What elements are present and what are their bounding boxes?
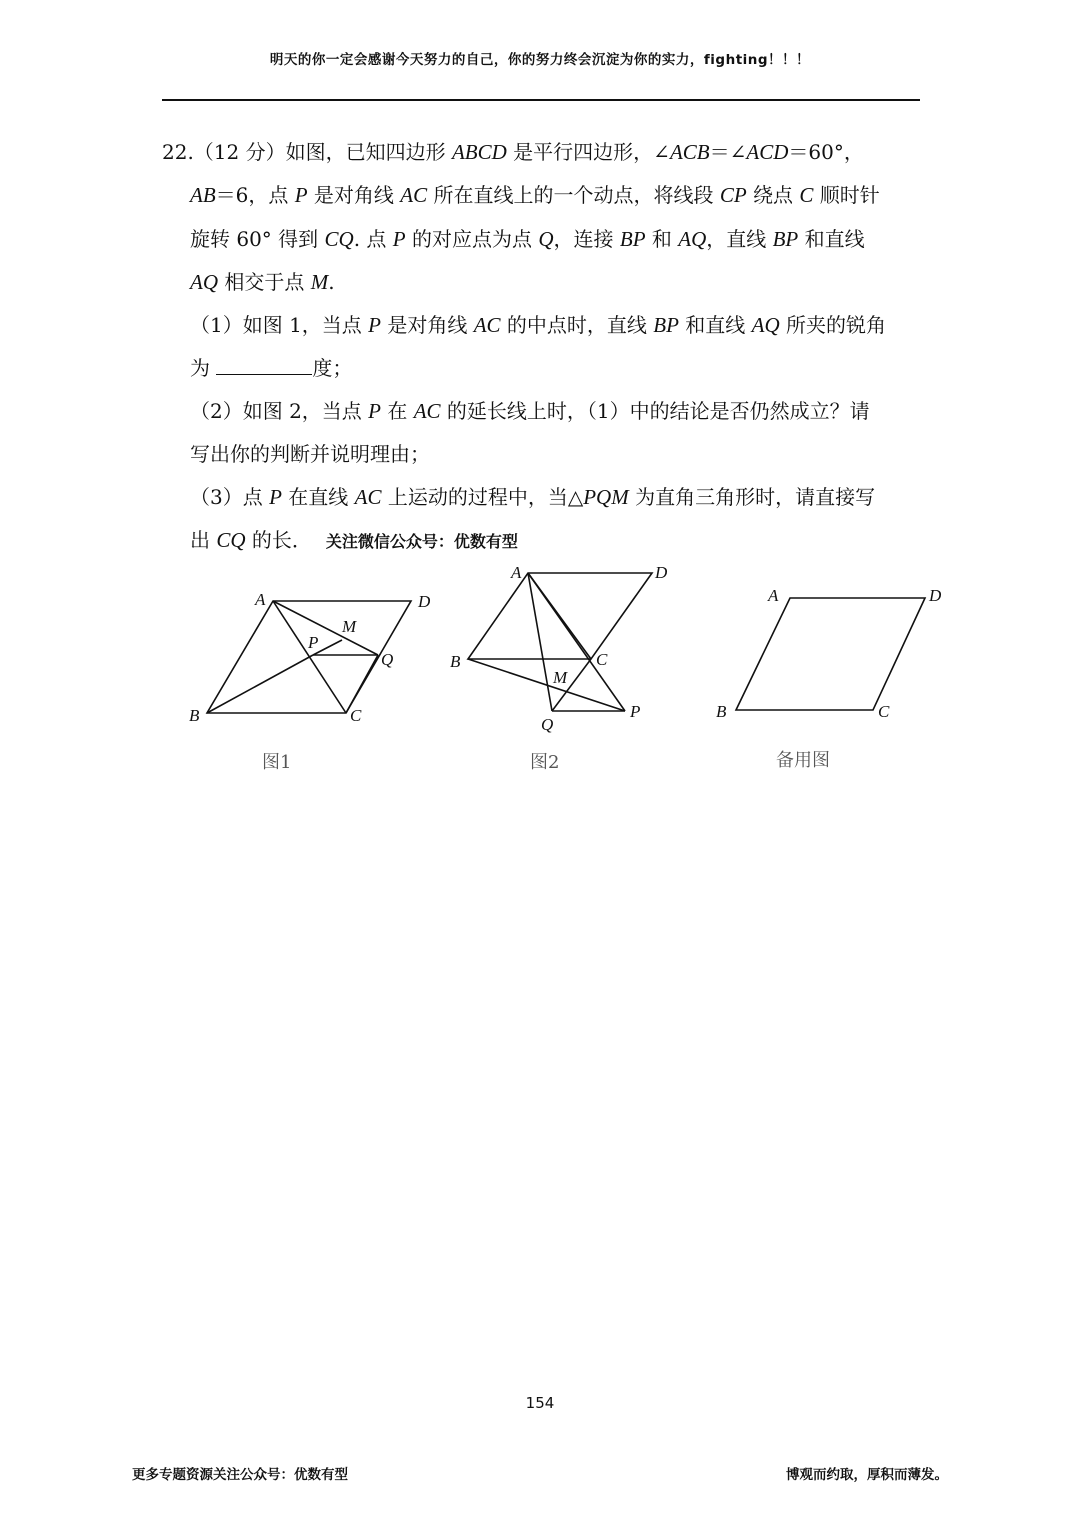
text: 的中点时，直线 bbox=[500, 313, 654, 337]
text: 在直线 bbox=[281, 485, 355, 509]
text: （1）如图 1，当点 bbox=[190, 313, 369, 337]
text: 是对角线 bbox=[381, 313, 474, 337]
fig2-label-a: A bbox=[511, 563, 522, 582]
math: P bbox=[392, 227, 406, 251]
math: AQ bbox=[751, 313, 780, 337]
fig2-caption: 图2 bbox=[530, 752, 560, 773]
math: AQ bbox=[678, 227, 707, 251]
question-3 bbox=[190, 481, 875, 510]
math: CQ bbox=[216, 528, 246, 552]
text: 度； bbox=[312, 356, 353, 380]
math: M bbox=[310, 270, 329, 294]
page-number: 154 bbox=[525, 1394, 555, 1412]
problem-line-1 bbox=[162, 136, 864, 165]
question-2-cont bbox=[190, 438, 430, 467]
header-divider bbox=[162, 99, 920, 101]
text: 的延长线上时，（1）中的结论是否仍然成立？请 bbox=[440, 399, 870, 423]
text: 的对应点为点 bbox=[405, 227, 539, 251]
question-3-cont bbox=[190, 524, 518, 553]
math: P bbox=[294, 183, 308, 207]
math: CQ bbox=[324, 227, 354, 251]
math: AC bbox=[400, 183, 428, 207]
text: 所夹的锐角 bbox=[779, 313, 887, 337]
fig2-label-d: D bbox=[655, 563, 668, 582]
fig3-parallelogram bbox=[736, 598, 925, 710]
math: AC bbox=[413, 399, 441, 423]
text: 的长． bbox=[245, 528, 312, 552]
fig1-label-c: C bbox=[350, 706, 362, 725]
math: Q bbox=[538, 227, 554, 251]
fig1-label-b: B bbox=[189, 706, 200, 725]
math: PQM bbox=[583, 485, 629, 509]
math: ACB bbox=[669, 140, 710, 164]
math: CP bbox=[719, 183, 747, 207]
fig1-label-a: A bbox=[255, 590, 266, 609]
math: BP bbox=[619, 227, 646, 251]
footer-right: 博观而约取，厚积而薄发。 bbox=[786, 1467, 948, 1483]
text: 和直线 bbox=[678, 313, 752, 337]
figures bbox=[0, 555, 1080, 795]
text: 和直线 bbox=[798, 227, 865, 251]
math: ACD bbox=[746, 140, 789, 164]
math: AQ bbox=[190, 270, 218, 294]
text: 写出你的判断并说明理由； bbox=[190, 442, 430, 466]
text: ＝60°， bbox=[788, 140, 864, 164]
fig1-label-q: Q bbox=[381, 650, 394, 669]
problem-line-4 bbox=[190, 266, 335, 295]
text: 为直角三角形时，请直接写 bbox=[628, 485, 876, 509]
figure-3-lines bbox=[736, 598, 925, 710]
math: P bbox=[368, 399, 381, 423]
math: AC bbox=[354, 485, 382, 509]
math: AB bbox=[190, 183, 216, 207]
math: ABCD bbox=[451, 140, 507, 164]
fig2-line-aq bbox=[528, 573, 552, 711]
problem-line-3 bbox=[190, 223, 865, 252]
fig2-label-c: C bbox=[596, 650, 608, 669]
text: 是对角线 bbox=[307, 183, 401, 207]
text: 旋转 60° 得到 bbox=[190, 227, 325, 251]
figure-2-lines bbox=[468, 573, 652, 711]
fig1-label-p: P bbox=[308, 633, 319, 652]
fig2-label-p: P bbox=[630, 702, 641, 721]
fig1-line-aq bbox=[273, 601, 378, 655]
text: 是平行四边形，∠ bbox=[506, 140, 670, 164]
fig3-label-c: C bbox=[878, 702, 890, 721]
text: 上运动的过程中，当△ bbox=[381, 485, 584, 509]
fig1-label-m: M bbox=[342, 617, 357, 636]
fig3-caption: 备用图 bbox=[776, 750, 830, 771]
text: 22.（12 分）如图，已知四边形 bbox=[162, 140, 452, 164]
fig2-label-b: B bbox=[450, 652, 461, 671]
text: ＝∠ bbox=[709, 140, 747, 164]
math: C bbox=[799, 183, 814, 207]
footer-left: 更多专题资源关注公众号：优数有型 bbox=[132, 1467, 348, 1483]
text: 在 bbox=[381, 399, 414, 423]
text: 和 bbox=[645, 227, 679, 251]
text: 为 bbox=[190, 356, 217, 380]
text: 顺时针 bbox=[813, 183, 880, 207]
fig3-label-a: A bbox=[768, 586, 779, 605]
question-1-answer-line bbox=[190, 352, 352, 381]
text: . 点 bbox=[353, 227, 393, 251]
text: ＝6，点 bbox=[215, 183, 295, 207]
fig1-caption: 图1 bbox=[262, 752, 292, 773]
text: ，直线 bbox=[706, 227, 773, 251]
fig1-label-d: D bbox=[418, 592, 431, 611]
header-motto: 明天的你一定会感谢今天努力的自己，你的努力终会沉淀为你的实力，fighting！！！ bbox=[269, 52, 811, 68]
math: P bbox=[269, 485, 282, 509]
math: BP bbox=[772, 227, 799, 251]
figures-svg bbox=[0, 555, 1080, 795]
text: 所在直线上的一个动点，将线段 bbox=[427, 183, 720, 207]
question-2 bbox=[190, 395, 870, 424]
fig3-label-d: D bbox=[929, 586, 942, 605]
text: ，连接 bbox=[553, 227, 620, 251]
math: BP bbox=[653, 313, 679, 337]
fig2-label-m: M bbox=[553, 668, 568, 687]
fig2-label-q: Q bbox=[541, 715, 554, 734]
fig3-label-b: B bbox=[716, 702, 727, 721]
math: P bbox=[368, 313, 381, 337]
fig2-line-ac bbox=[528, 573, 591, 659]
math: AC bbox=[473, 313, 501, 337]
text: （2）如图 2，当点 bbox=[190, 399, 369, 423]
text: 相交于点 bbox=[218, 270, 311, 294]
text: 出 bbox=[190, 528, 217, 552]
fig1-line-bp bbox=[207, 655, 313, 713]
fig1-line-cq bbox=[346, 655, 378, 713]
problem-line-2 bbox=[190, 179, 880, 208]
answer-blank[interactable] bbox=[216, 356, 312, 375]
text: （3）点 bbox=[190, 485, 270, 509]
text: . bbox=[328, 270, 335, 294]
wechat-notice: 关注微信公众号：优数有型 bbox=[325, 532, 518, 551]
question-1 bbox=[190, 309, 886, 338]
text: 绕点 bbox=[746, 183, 800, 207]
